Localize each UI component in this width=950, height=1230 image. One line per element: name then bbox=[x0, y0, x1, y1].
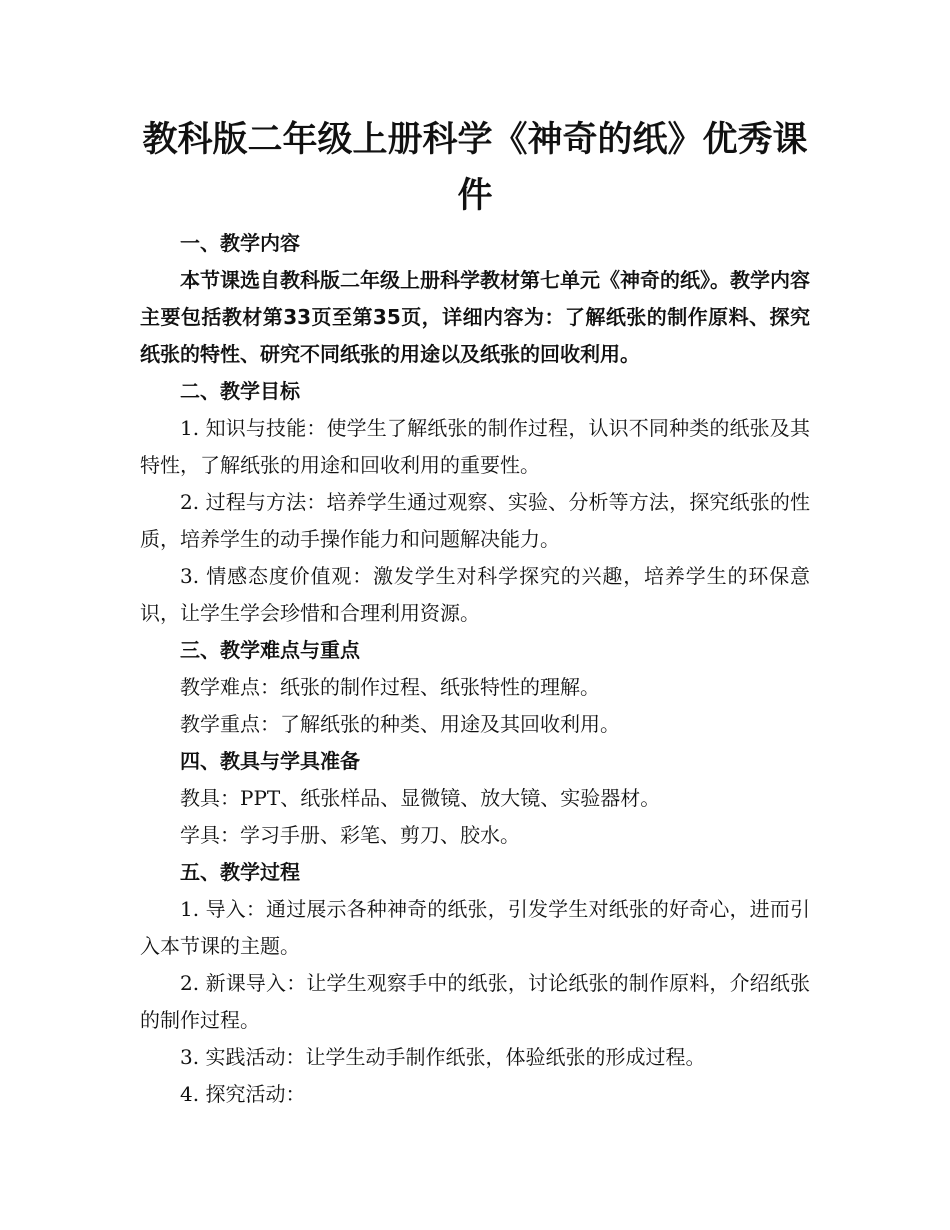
section-heading-objectives: 二、教学目标 bbox=[180, 379, 300, 403]
objective-item: 3. 情感态度价值观：激发学生对科学探究的兴趣，培养学生的环保意识，让学生学会珍惜和合理利用资源。 bbox=[140, 564, 810, 625]
key-point-item: 教学重点：了解纸张的种类、用途及其回收利用。 bbox=[180, 712, 620, 736]
section-paragraph-content: 本节课选自教科版二年级上册科学教材第七单元《神奇的纸》。教学内容主要包括教材第33页至第35页，详细内容为：了解纸张的制作原料、探究纸张的特性、研究不同纸张的用途以及纸张的回收利用。 bbox=[140, 268, 810, 366]
section-heading-key-points: 三、教学难点与重点 bbox=[180, 638, 360, 662]
objective-item: 2. 过程与方法：培养学生通过观察、实验、分析等方法，探究纸张的性质，培养学生的动手操作能力和问题解决能力。 bbox=[140, 490, 810, 551]
material-item: 教具：PPT、纸张样品、显微镜、放大镜、实验器材。 bbox=[180, 786, 661, 810]
process-item: 4. 探究活动： bbox=[180, 1082, 306, 1106]
process-item: 2. 新课导入：让学生观察手中的纸张，讨论纸张的制作原料，介绍纸张的制作过程。 bbox=[140, 971, 810, 1032]
section-heading-process: 五、教学过程 bbox=[180, 860, 300, 884]
material-item: 学具：学习手册、彩笔、剪刀、胶水。 bbox=[180, 823, 520, 847]
document-title: 教科版二年级上册科学《神奇的纸》优秀课件 bbox=[142, 120, 808, 216]
process-item: 3. 实践活动：让学生动手制作纸张，体验纸张的形成过程。 bbox=[180, 1045, 706, 1069]
section-heading-content: 一、教学内容 bbox=[180, 231, 300, 255]
key-point-item: 教学难点：纸张的制作过程、纸张特性的理解。 bbox=[180, 675, 600, 699]
section-heading-materials: 四、教具与学具准备 bbox=[180, 749, 360, 773]
process-item: 1. 导入：通过展示各种神奇的纸张，引发学生对纸张的好奇心，进而引入本节课的主题。 bbox=[140, 897, 810, 958]
objective-item: 1. 知识与技能：使学生了解纸张的制作过程，认识不同种类的纸张及其特性，了解纸张的用途和回收利用的重要性。 bbox=[140, 416, 810, 477]
document-body bbox=[140, 225, 810, 1113]
